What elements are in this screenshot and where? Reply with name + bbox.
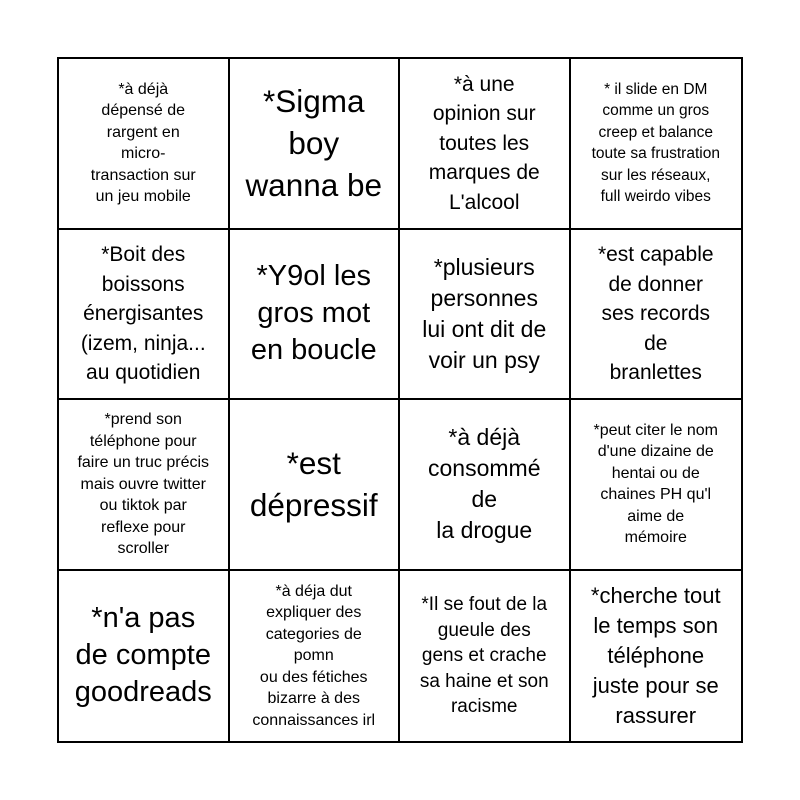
bingo-cell-5[interactable]: *Boit des boissons énergisantes (izem, ninja... au quotidien bbox=[59, 230, 230, 401]
bingo-cell-8[interactable]: *est capable de donner ses records de branlettes bbox=[571, 230, 742, 401]
bingo-cell-1[interactable]: *à déjà dépensé de rargent en micro- transaction sur un jeu mobile bbox=[59, 59, 230, 230]
bingo-cell-13[interactable]: *n'a pas de compte goodreads bbox=[59, 571, 230, 742]
bingo-board bbox=[57, 57, 743, 743]
bingo-cell-3[interactable]: *à une opinion sur toutes les marques de L'alcool bbox=[400, 59, 571, 230]
bingo-cell-7[interactable]: *plusieurs personnes lui ont dit de voir un psy bbox=[400, 230, 571, 401]
bingo-cell-9[interactable]: *prend son téléphone pour faire un truc précis mais ouvre twitter ou tiktok par reflexe pour scroller bbox=[59, 400, 230, 571]
bingo-cell-6[interactable]: *Y9ol les gros mot en boucle bbox=[230, 230, 401, 401]
bingo-cell-4[interactable]: * il slide en DM comme un gros creep et balance toute sa frustration sur les réseaux, full weirdo vibes bbox=[571, 59, 742, 230]
bingo-cell-15[interactable]: *Il se fout de la gueule des gens et crache sa haine et son racisme bbox=[400, 571, 571, 742]
bingo-cell-14[interactable]: *à déja dut expliquer des categories de pomn ou des fétiches bizarre à des connaissances irl bbox=[230, 571, 401, 742]
bingo-cell-12[interactable]: *peut citer le nom d'une dizaine de hentai ou de chaines PH qu'l aime de mémoire bbox=[571, 400, 742, 571]
bingo-cell-16[interactable]: *cherche tout le temps son téléphone juste pour se rassurer bbox=[590, 582, 721, 728]
bingo-cell-11[interactable]: *à déjà consommé de la drogue bbox=[400, 400, 571, 571]
bingo-cell-2[interactable]: *Sigma boy wanna be bbox=[230, 59, 401, 230]
bingo-cell-10[interactable]: *est dépressif bbox=[230, 400, 401, 571]
